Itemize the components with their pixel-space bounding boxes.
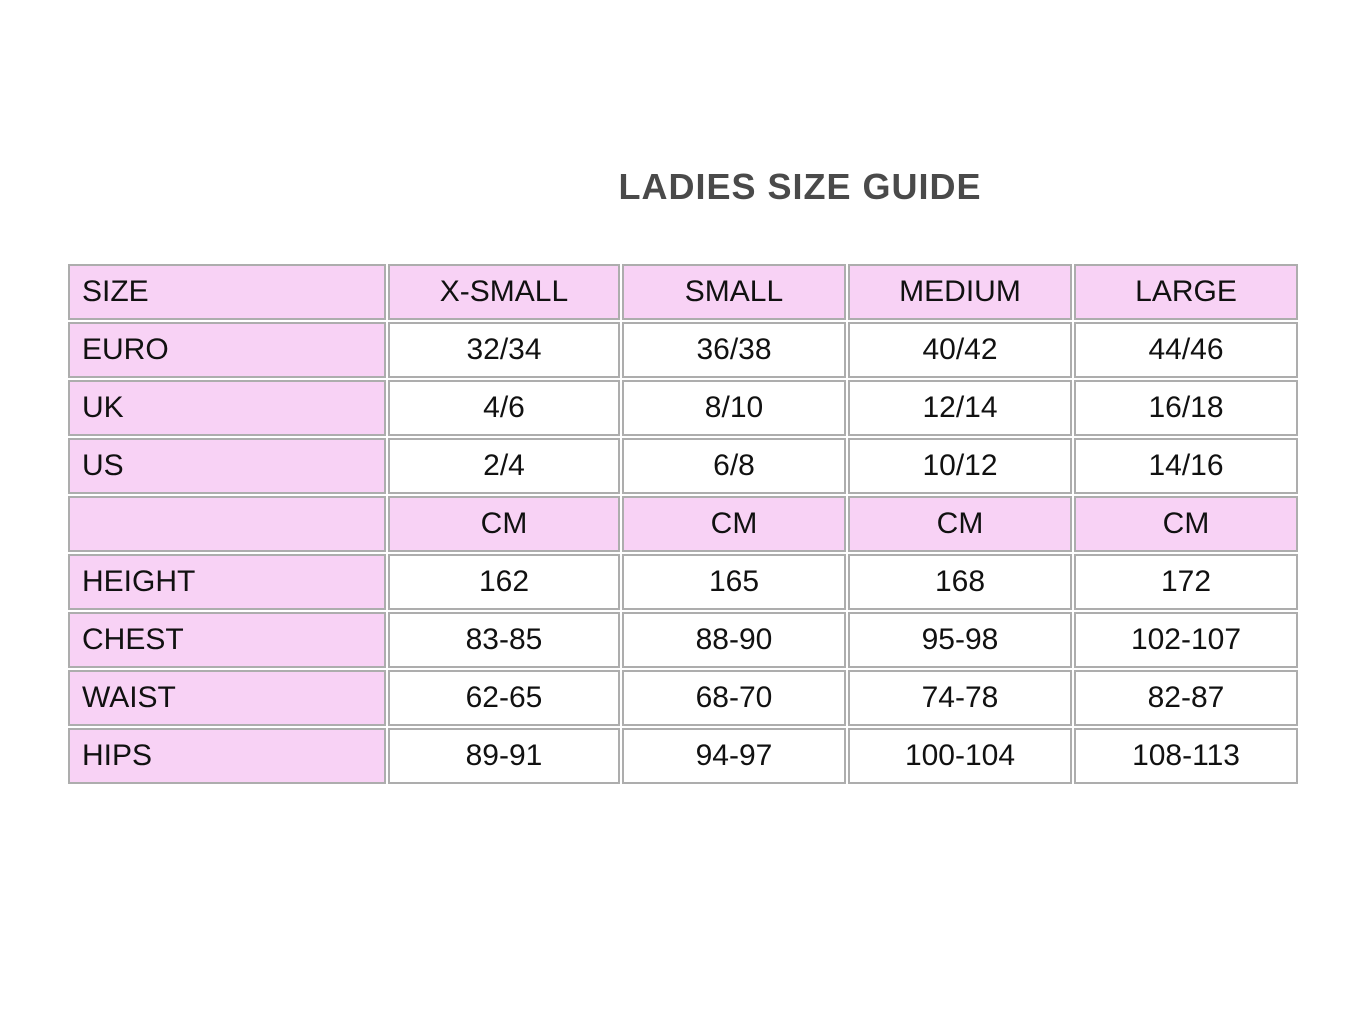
row-label-cell: US <box>68 438 386 494</box>
value-cell: 108-113 <box>1074 728 1298 784</box>
value-cell: 172 <box>1074 554 1298 610</box>
value-cell: 44/46 <box>1074 322 1298 378</box>
table-row-us <box>68 438 1298 494</box>
header-row <box>68 264 1298 320</box>
value-cell: 10/12 <box>848 438 1072 494</box>
value-cell: 62-65 <box>388 670 620 726</box>
value-cell: 74-78 <box>848 670 1072 726</box>
value-cell: 168 <box>848 554 1072 610</box>
column-header-size: SIZE <box>68 264 386 320</box>
table-row-hips <box>68 728 1298 784</box>
value-cell: 16/18 <box>1074 380 1298 436</box>
row-label-cell: EURO <box>68 322 386 378</box>
table-row-chest <box>68 612 1298 668</box>
value-cell: 88-90 <box>622 612 846 668</box>
value-cell: 4/6 <box>388 380 620 436</box>
value-cell: 40/42 <box>848 322 1072 378</box>
value-cell: 94-97 <box>622 728 846 784</box>
value-cell: 36/38 <box>622 322 846 378</box>
value-cell: 102-107 <box>1074 612 1298 668</box>
table-row-height <box>68 554 1298 610</box>
row-label-cell <box>68 496 386 552</box>
value-cell: 32/34 <box>388 322 620 378</box>
row-label-cell: UK <box>68 380 386 436</box>
value-cell: 14/16 <box>1074 438 1298 494</box>
value-cell: 8/10 <box>622 380 846 436</box>
table-row-cm-units <box>68 496 1298 552</box>
unit-cell: CM <box>848 496 1072 552</box>
value-cell: 82-87 <box>1074 670 1298 726</box>
value-cell: 162 <box>388 554 620 610</box>
column-header-medium: MEDIUM <box>848 264 1072 320</box>
value-cell: 165 <box>622 554 846 610</box>
unit-cell: CM <box>1074 496 1298 552</box>
row-label-cell: WAIST <box>68 670 386 726</box>
row-label-cell: CHEST <box>68 612 386 668</box>
size-guide-table <box>66 262 1300 786</box>
table-row-euro <box>68 322 1298 378</box>
value-cell: 68-70 <box>622 670 846 726</box>
value-cell: 83-85 <box>388 612 620 668</box>
row-label-cell: HEIGHT <box>68 554 386 610</box>
unit-cell: CM <box>622 496 846 552</box>
value-cell: 6/8 <box>622 438 846 494</box>
value-cell: 100-104 <box>848 728 1072 784</box>
table-row-waist <box>68 670 1298 726</box>
page-title: LADIES SIZE GUIDE <box>618 166 982 207</box>
value-cell: 12/14 <box>848 380 1072 436</box>
unit-cell: CM <box>388 496 620 552</box>
value-cell: 2/4 <box>388 438 620 494</box>
column-header-large: LARGE <box>1074 264 1298 320</box>
table-row-uk <box>68 380 1298 436</box>
value-cell: 95-98 <box>848 612 1072 668</box>
column-header-x-small: X-SMALL <box>388 264 620 320</box>
row-label-cell: HIPS <box>68 728 386 784</box>
value-cell: 89-91 <box>388 728 620 784</box>
column-header-small: SMALL <box>622 264 846 320</box>
